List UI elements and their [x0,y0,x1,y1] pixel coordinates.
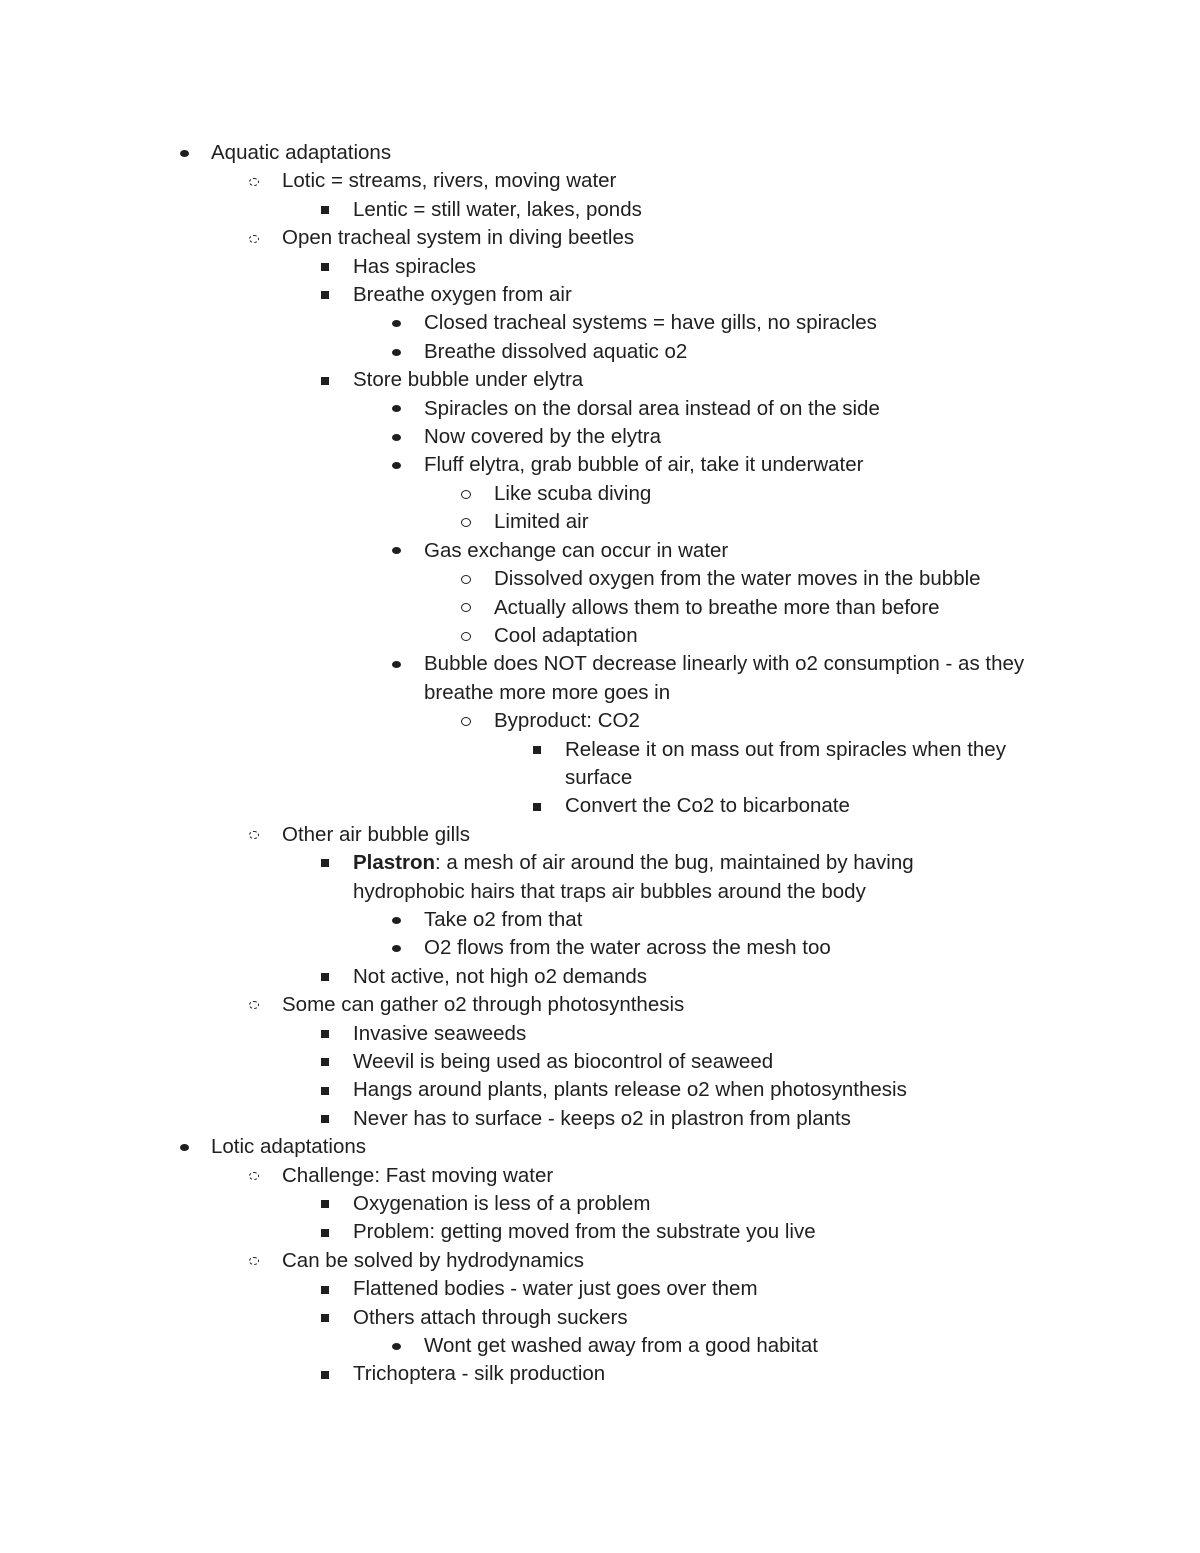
list-item-continuation [0,878,1200,906]
circle-bullet-icon [454,508,478,536]
list-item [0,1133,1200,1161]
square-bullet-icon [525,792,549,820]
list-item [0,1360,1200,1388]
filled-bullet-icon [384,309,408,337]
plastron-definition: : a mesh of air around the bug, maintained by having [435,851,914,875]
list-item-text: Cool adaptation [494,623,638,647]
list-item-text: Lentic = still water, lakes, ponds [353,197,642,221]
list-item-text: Other air bubble gills [282,822,471,846]
circle-bullet-icon [454,565,478,593]
list-item [0,281,1200,309]
list-item [0,963,1200,991]
list-item [0,1162,1200,1190]
list-item [0,1076,1200,1104]
circle-bullet-icon [454,480,478,508]
list-item-text: Weevil is being used as biocontrol of seaweed [353,1050,774,1073]
list-item [0,991,1200,1019]
list-item-text: Breathe oxygen from air [353,283,572,307]
list-item [0,309,1200,337]
square-bullet-icon [313,1190,337,1218]
filled-bullet-icon [384,423,408,451]
filled-bullet-icon [384,338,408,366]
square-bullet-icon [313,1105,337,1133]
list-item-text: Store bubble under elytra [353,368,584,392]
list-item-text: Byproduct: CO2 [494,709,640,733]
list-item-text: surface [565,765,633,789]
list-item [0,565,1200,593]
list-item [0,480,1200,508]
list-item-text [353,849,914,877]
list-item-text: Spiracles on the dorsal area instead of on the side [424,396,880,420]
hollow-bullet-icon [242,1247,266,1275]
filled-bullet-icon [384,650,408,678]
list-item [0,650,1200,678]
list-item-text: Trichoptera - silk production [353,1362,606,1386]
list-item-text: Actually allows them to breathe more than before [494,595,940,619]
list-item [0,508,1200,536]
square-bullet-icon [525,736,549,764]
hollow-bullet-icon [242,224,266,252]
circle-bullet-icon [454,707,478,735]
plastron-term: Plastron [353,851,436,875]
list-item [0,1304,1200,1332]
filled-bullet-icon [384,537,408,565]
square-bullet-icon [313,963,337,991]
list-item-text: Release it on mass out from spiracles when they [565,737,1006,761]
square-bullet-icon [313,1275,337,1303]
filled-bullet-icon [384,906,408,934]
list-item [0,1020,1200,1048]
list-item-text: Open tracheal system in diving beetles [282,226,635,250]
list-item-text: Others attach through suckers [353,1305,628,1329]
square-bullet-icon [313,196,337,224]
list-item [0,707,1200,735]
list-item [0,821,1200,849]
list-item [0,423,1200,451]
hollow-bullet-icon [242,821,266,849]
square-bullet-icon [313,1076,337,1104]
list-item [0,736,1200,764]
list-item [0,139,1200,167]
square-bullet-icon [313,1218,337,1246]
filled-bullet-icon [172,1133,196,1161]
list-item [0,1190,1200,1218]
square-bullet-icon [313,1304,337,1332]
filled-bullet-icon [384,395,408,423]
list-item-continuation [0,679,1200,707]
list-item [0,1332,1200,1360]
list-item-text: Not active, not high o2 demands [353,964,648,988]
list-item-text: Bubble does NOT decrease linearly with o2 consumption - as they [424,652,1025,676]
list-item-text: Problem: getting moved from the substrate you live [353,1220,816,1244]
list-item [0,1247,1200,1275]
list-item-text: Lotic adaptations [211,1135,367,1159]
list-item [0,224,1200,252]
list-item-text: Gas exchange can occur in water [424,538,729,562]
list-item [0,167,1200,195]
list-item-text: Closed tracheal systems = have gills, no spiracles [424,311,877,335]
circle-bullet-icon [454,622,478,650]
list-item [0,906,1200,934]
list-item-text: Never has to surface - keeps o2 in plastron from plants [353,1106,851,1130]
list-item-text: O2 flows from the water across the mesh too [424,936,831,960]
list-item-text: Wont get washed away from a good habitat [424,1334,818,1358]
hollow-bullet-icon [242,1162,266,1190]
list-item-text: Invasive seaweeds [353,1021,527,1045]
hollow-bullet-icon [242,991,266,1019]
list-item-text: Lotic = streams, rivers, moving water [282,169,617,193]
list-item [0,537,1200,565]
list-item-text: Now covered by the elytra [424,425,662,449]
list-item-text: Challenge: Fast moving water [282,1163,554,1187]
list-item-text: Oxygenation is less of a problem [353,1192,651,1216]
list-item-text: breathe more more goes in [424,680,671,704]
list-item [0,1105,1200,1133]
filled-bullet-icon [172,139,196,167]
square-bullet-icon [313,366,337,394]
list-item-text: Convert the Co2 to bicarbonate [565,794,850,818]
list-item-text: Fluff elytra, grab bubble of air, take it underwater [424,453,864,477]
list-item [0,622,1200,650]
square-bullet-icon [313,253,337,281]
list-item-text: Dissolved oxygen from the water moves in the bubble [494,567,981,591]
list-item [0,451,1200,479]
filled-bullet-icon [384,1332,408,1360]
list-item [0,395,1200,423]
filled-bullet-icon [384,934,408,962]
list-item-text: Some can gather o2 through photosynthesis [282,993,685,1017]
list-item [0,1048,1200,1076]
list-item-text: Hangs around plants, plants release o2 when photosynthesis [353,1078,907,1102]
list-item-text: Can be solved by hydrodynamics [282,1248,584,1272]
list-item [0,338,1200,366]
list-item [0,1275,1200,1303]
list-item-text: hydrophobic hairs that traps air bubbles around the body [353,879,866,903]
list-item-text: Breathe dissolved aquatic o2 [424,339,688,363]
list-item [0,253,1200,281]
list-item-text: Like scuba diving [494,481,652,505]
list-item [0,934,1200,962]
document-page [0,139,1200,1389]
list-item-text: Flattened bodies - water just goes over them [353,1277,758,1301]
list-item [0,594,1200,622]
hollow-bullet-icon [242,167,266,195]
list-item-text: Limited air [494,510,589,534]
list-item-continuation [0,764,1200,792]
list-item [0,196,1200,224]
square-bullet-icon [313,1020,337,1048]
list-item-text: Aquatic adaptations [211,141,392,164]
square-bullet-icon [313,1048,337,1076]
list-item [0,366,1200,394]
filled-bullet-icon [384,451,408,479]
circle-bullet-icon [454,594,478,622]
list-item [0,849,1200,877]
list-item [0,792,1200,820]
square-bullet-icon [313,281,337,309]
square-bullet-icon [313,1360,337,1388]
list-item [0,1218,1200,1246]
square-bullet-icon [313,849,337,877]
list-item-text: Has spiracles [353,254,477,278]
list-item-text: Take o2 from that [424,907,583,931]
